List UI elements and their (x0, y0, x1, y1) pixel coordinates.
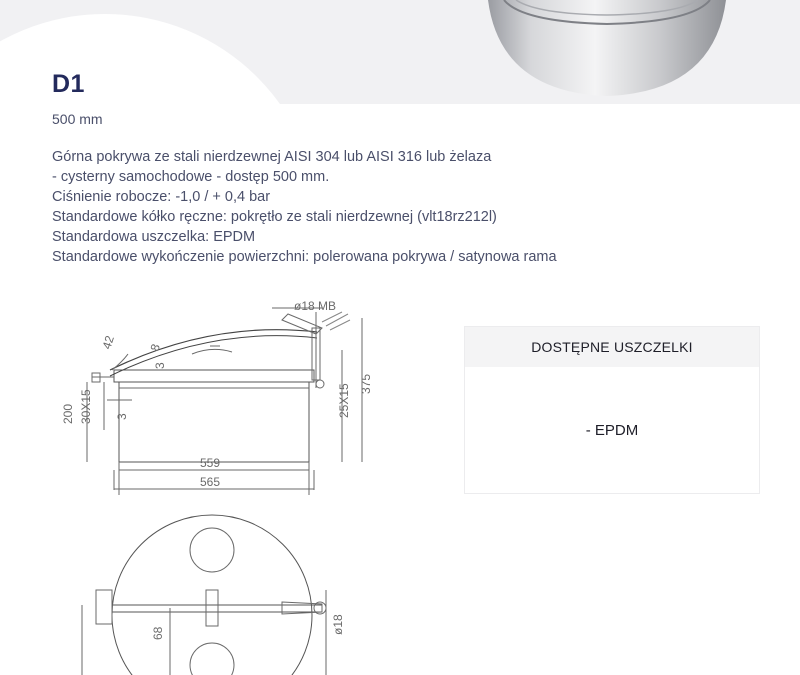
bolt-label: ø18 MB (294, 299, 337, 313)
product-title: D1 (52, 70, 85, 98)
hero-curve-shape (0, 14, 320, 104)
description-line: - cysterny samochodowe - dostęp 500 mm. (52, 169, 330, 185)
seals-panel-header: DOSTĘPNE USZCZELKI (465, 327, 759, 367)
dim-30x15-label: 30X15 (79, 389, 93, 424)
dim-375-label: 375 (359, 373, 373, 394)
dim-3b-label: 3 (115, 413, 129, 420)
seal-item: - EPDM (585, 421, 639, 439)
description-line: Ciśnienie robocze: -1,0 / + 0,4 bar (52, 189, 271, 205)
dim-o18-label: ø18 (331, 614, 345, 635)
description-line: Standardowe wykończenie powierzchni: polerowana pokrywa / satynowa rama (52, 249, 557, 265)
dim-25x15-label: 25X15 (337, 383, 351, 418)
description-line: Standardowe kółko ręczne: pokrętło ze stali nierdzewnej (vlt18rz212l) (52, 209, 497, 225)
available-seals-panel (464, 326, 760, 494)
product-description (52, 147, 772, 267)
hero-background (0, 0, 800, 104)
dim-68-label: 68 (151, 626, 165, 640)
dim-200-label: 200 (61, 403, 75, 424)
description-line: Standardowa uszczelka: EPDM (52, 229, 256, 245)
product-photo (482, 0, 732, 98)
side-view (87, 308, 362, 495)
top-view (82, 515, 326, 675)
description-line: Górna pokrywa ze stali nierdzewnej AISI 304 lub AISI 316 lub żelaza (52, 149, 492, 165)
dim-8-label: 8 (147, 342, 163, 353)
product-size: 500 mm (52, 111, 103, 127)
technical-drawing (52, 290, 392, 675)
angle-label: 42 (99, 333, 117, 351)
dim-559-label: 559 (200, 456, 221, 470)
dim-565-label: 565 (200, 475, 221, 489)
seals-panel-body (465, 367, 759, 493)
dim-3a-label: 3 (153, 362, 167, 369)
